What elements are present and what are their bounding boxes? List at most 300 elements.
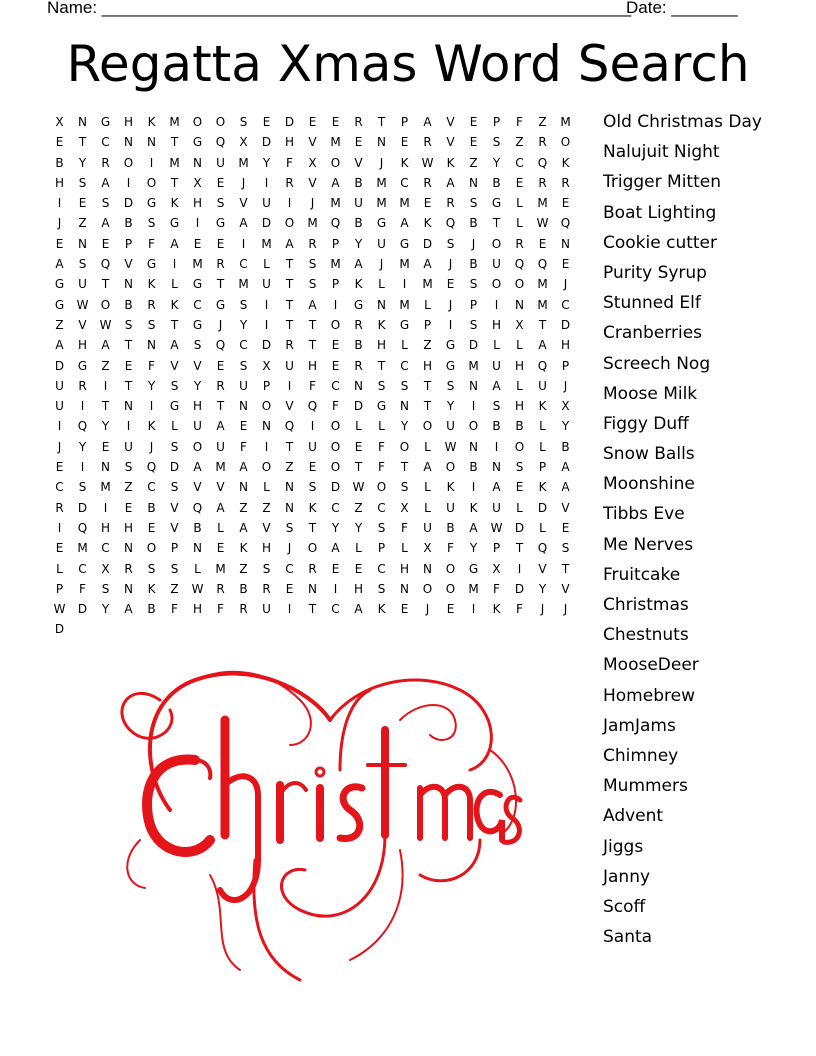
grid-letter: U	[492, 358, 501, 373]
grid-letter: E	[354, 439, 363, 454]
grid-letter: S	[377, 581, 386, 596]
grid-letter: K	[170, 196, 179, 211]
grid-letter: D	[514, 520, 525, 535]
grid-letter: E	[216, 236, 225, 251]
grid-letter: X	[308, 155, 317, 170]
grid-letter: P	[170, 541, 179, 556]
grid-letter: K	[147, 581, 156, 596]
grid-letter: L	[516, 216, 523, 231]
grid-letter: E	[331, 338, 340, 353]
grid-letter: T	[124, 338, 133, 353]
grid-letter: R	[216, 581, 225, 596]
grid-letter: B	[124, 216, 133, 231]
grid-letter: G	[215, 216, 226, 231]
grid-letter: Z	[239, 500, 248, 515]
grid-letter: T	[101, 399, 110, 414]
grid-letter: T	[216, 399, 225, 414]
grid-letter: Y	[101, 602, 110, 617]
grid-letter: M	[376, 175, 387, 190]
grid-letter: Z	[170, 581, 179, 596]
grid-letter: W	[536, 216, 549, 231]
grid-letter: D	[77, 602, 88, 617]
grid-letter: O	[330, 155, 341, 170]
grid-letter: G	[376, 399, 387, 414]
grid-letter: U	[308, 439, 317, 454]
grid-letter: O	[261, 460, 272, 475]
grid-letter: K	[538, 480, 547, 495]
grid-letter: E	[561, 520, 570, 535]
grid-letter: I	[57, 196, 62, 211]
name-field-label: Name: ________________________________________________________	[47, 0, 632, 17]
word-list-item: Advent	[603, 806, 664, 827]
grid-letter: J	[563, 277, 568, 292]
grid-letter: T	[538, 317, 547, 332]
grid-letter: N	[262, 419, 271, 434]
grid-letter: M	[399, 257, 410, 272]
grid-letter: A	[285, 236, 294, 251]
grid-letter: A	[492, 480, 501, 495]
grid-letter: E	[354, 561, 363, 576]
grid-letter: E	[400, 602, 409, 617]
grid-letter: I	[287, 378, 292, 393]
grid-letter: A	[446, 175, 455, 190]
grid-letter: U	[262, 602, 271, 617]
grid-letter: S	[308, 277, 317, 292]
grid-letter: K	[377, 317, 386, 332]
grid-letter: E	[308, 115, 317, 129]
word-list-item: Christmas	[603, 595, 689, 615]
grid-letter: E	[469, 115, 478, 129]
grid-letter: S	[101, 196, 110, 211]
grid-letter: C	[515, 155, 524, 170]
grid-letter: B	[515, 419, 524, 434]
grid-letter: R	[561, 175, 570, 190]
grid-letter: V	[285, 399, 294, 414]
grid-letter: O	[330, 439, 341, 454]
grid-letter: Y	[354, 520, 363, 535]
grid-letter: I	[402, 277, 407, 292]
grid-letter: O	[560, 135, 571, 150]
grid-letter: V	[170, 520, 179, 535]
grid-letter: S	[492, 135, 501, 150]
grid-letter: C	[377, 500, 386, 515]
grid-letter: J	[310, 196, 315, 211]
grid-letter: U	[492, 500, 501, 515]
grid-letter: N	[124, 277, 133, 292]
grid-letter: Q	[330, 216, 341, 231]
grid-letter: L	[263, 257, 270, 272]
grid-letter: H	[422, 358, 433, 373]
grid-letter: Z	[55, 317, 64, 332]
grid-letter: G	[192, 277, 203, 292]
grid-letter: P	[400, 115, 409, 129]
grid-letter: H	[284, 135, 295, 150]
grid-letter: R	[354, 317, 363, 332]
grid-letter: H	[77, 338, 88, 353]
grid-letter: U	[492, 257, 501, 272]
word-list-item: Figgy Duff	[603, 413, 689, 434]
word-list-item: Trigger Mitten	[603, 172, 721, 193]
grid-letter: D	[468, 338, 479, 353]
grid-letter: V	[193, 358, 202, 373]
grid-letter: T	[101, 277, 110, 292]
grid-letter: L	[355, 541, 362, 556]
grid-letter: Y	[147, 378, 156, 393]
grid-letter: Q	[560, 216, 571, 231]
grid-letter: R	[515, 236, 524, 251]
grid-letter: S	[124, 317, 133, 332]
grid-letter: D	[261, 135, 272, 150]
grid-letter: P	[55, 581, 64, 596]
grid-letter: K	[423, 216, 432, 231]
grid-letter: D	[261, 216, 272, 231]
grid-letter: A	[354, 602, 363, 617]
grid-letter: U	[262, 196, 271, 211]
grid-letter: R	[308, 561, 317, 576]
grid-letter: M	[330, 135, 341, 150]
grid-letter: I	[494, 297, 499, 312]
grid-letter: K	[492, 602, 501, 617]
grid-letter: A	[124, 602, 133, 617]
grid-letter: J	[563, 378, 568, 393]
grid-letter: L	[194, 561, 201, 576]
grid-letter: N	[423, 561, 432, 576]
grid-letter: J	[448, 297, 453, 312]
grid-letter: T	[285, 277, 294, 292]
christmas-lettering-illustration	[100, 660, 530, 990]
grid-letter: K	[147, 277, 156, 292]
grid-letter: N	[147, 338, 156, 353]
grid-letter: X	[55, 115, 64, 129]
grid-letter: O	[514, 277, 525, 292]
grid-letter: F	[148, 358, 155, 373]
grid-letter: Y	[561, 419, 570, 434]
grid-letter: X	[515, 317, 524, 332]
grid-letter: N	[492, 460, 501, 475]
grid-letter: L	[493, 338, 500, 353]
grid-letter: I	[333, 581, 338, 596]
grid-letter: I	[172, 257, 177, 272]
grid-letter: F	[447, 541, 454, 556]
grid-letter: Q	[537, 257, 548, 272]
grid-letter: Q	[100, 257, 111, 272]
grid-letter: C	[239, 338, 248, 353]
grid-letter: P	[331, 236, 340, 251]
grid-letter: Y	[538, 581, 547, 596]
grid-letter: A	[400, 216, 409, 231]
grid-letter: Q	[307, 399, 318, 414]
grid-letter: U	[216, 439, 225, 454]
grid-letter: R	[216, 257, 225, 272]
grid-letter: A	[55, 338, 64, 353]
grid-letter: A	[170, 236, 179, 251]
grid-letter: L	[516, 378, 523, 393]
grid-letter: T	[354, 460, 363, 475]
grid-letter: E	[55, 236, 64, 251]
grid-letter: V	[239, 196, 248, 211]
grid-letter: E	[216, 541, 225, 556]
word-list-item: JamJams	[603, 715, 676, 736]
grid-letter: A	[538, 338, 547, 353]
grid-letter: E	[331, 115, 340, 129]
grid-letter: O	[376, 480, 387, 495]
word-list-item: Me Nerves	[603, 534, 694, 555]
grid-letter: B	[469, 257, 478, 272]
grid-letter: H	[54, 175, 65, 190]
grid-letter: I	[80, 460, 85, 475]
grid-letter: S	[216, 196, 225, 211]
grid-letter: D	[560, 317, 571, 332]
grid-letter: I	[149, 155, 154, 170]
grid-letter: X	[492, 561, 501, 576]
grid-letter: D	[54, 622, 65, 637]
grid-letter: M	[468, 358, 479, 373]
grid-letter: J	[471, 236, 476, 251]
grid-letter: I	[471, 602, 476, 617]
grid-letter: M	[468, 581, 479, 596]
grid-letter: T	[308, 520, 317, 535]
grid-letter: J	[540, 602, 545, 617]
grid-letter: N	[193, 541, 202, 556]
grid-letter: R	[423, 175, 432, 190]
grid-letter: Q	[77, 520, 88, 535]
grid-letter: R	[285, 338, 294, 353]
grid-letter: N	[515, 297, 524, 312]
grid-letter: X	[423, 541, 432, 556]
grid-letter: S	[377, 378, 386, 393]
grid-letter: E	[515, 175, 524, 190]
grid-letter: A	[423, 460, 432, 475]
grid-letter: I	[264, 297, 269, 312]
grid-letter: P	[331, 277, 340, 292]
grid-letter: A	[101, 175, 110, 190]
grid-letter: K	[377, 602, 386, 617]
grid-letter: G	[491, 196, 502, 211]
grid-letter: I	[149, 399, 154, 414]
grid-letter: G	[399, 317, 410, 332]
word-list	[603, 110, 813, 955]
grid-letter: Z	[285, 460, 294, 475]
grid-letter: N	[561, 236, 570, 251]
grid-letter: Q	[146, 460, 157, 475]
grid-letter: O	[123, 155, 134, 170]
grid-letter: E	[400, 135, 409, 150]
grid-letter: G	[146, 257, 157, 272]
grid-letter: A	[239, 216, 248, 231]
grid-letter: H	[307, 358, 318, 373]
grid-letter: E	[354, 135, 363, 150]
grid-letter: S	[147, 317, 156, 332]
grid-letter: A	[561, 460, 570, 475]
grid-letter: O	[146, 541, 157, 556]
grid-letter: Q	[514, 257, 525, 272]
grid-letter: I	[448, 317, 453, 332]
word-list-item: Cranberries	[603, 323, 703, 344]
grid-letter: C	[239, 257, 248, 272]
grid-letter: Z	[538, 115, 547, 129]
grid-letter: B	[147, 500, 156, 515]
grid-letter: L	[424, 439, 431, 454]
grid-letter: N	[124, 399, 133, 414]
grid-letter: K	[170, 297, 179, 312]
grid-letter: S	[239, 297, 248, 312]
grid-letter: M	[169, 155, 180, 170]
grid-letter: S	[193, 338, 202, 353]
grid-letter: V	[170, 358, 179, 373]
grid-letter: E	[101, 439, 110, 454]
grid-letter: H	[514, 399, 525, 414]
grid-letter: K	[354, 277, 363, 292]
grid-letter: E	[55, 460, 64, 475]
grid-letter: Y	[492, 155, 501, 170]
grid-letter: Y	[354, 236, 363, 251]
grid-letter: N	[101, 460, 110, 475]
grid-letter: I	[241, 236, 246, 251]
grid-letter: I	[264, 175, 269, 190]
grid-letter: A	[216, 500, 225, 515]
grid-letter: D	[54, 358, 65, 373]
grid-letter: T	[423, 399, 432, 414]
grid-letter: V	[561, 581, 570, 596]
grid-letter: D	[284, 115, 295, 129]
grid-letter: J	[218, 317, 223, 332]
grid-letter: L	[516, 500, 523, 515]
grid-letter: Y	[78, 155, 87, 170]
grid-letter: P	[124, 236, 133, 251]
grid-letter: F	[378, 460, 385, 475]
grid-letter: I	[333, 297, 338, 312]
grid-letter: G	[146, 196, 157, 211]
grid-letter: J	[149, 439, 154, 454]
grid-letter: S	[170, 480, 179, 495]
grid-letter: O	[330, 317, 341, 332]
grid-letter: H	[192, 196, 203, 211]
grid-letter: T	[377, 358, 386, 373]
grid-letter: S	[400, 480, 409, 495]
grid-letter: O	[284, 216, 295, 231]
grid-letter: I	[471, 480, 476, 495]
grid-letter: K	[147, 115, 156, 129]
grid-letter: P	[423, 317, 432, 332]
grid-letter: I	[126, 175, 131, 190]
grid-letter: B	[469, 216, 478, 231]
grid-letter: O	[192, 115, 203, 129]
grid-letter: T	[515, 541, 524, 556]
grid-letter: T	[400, 460, 409, 475]
grid-letter: T	[285, 317, 294, 332]
grid-letter: G	[353, 297, 364, 312]
word-list-item: Homebrew	[603, 685, 695, 706]
grid-letter: S	[446, 236, 455, 251]
grid-letter: D	[123, 196, 134, 211]
grid-letter: P	[492, 115, 501, 129]
grid-letter: S	[239, 358, 248, 373]
word-list-item: Purity Syrup	[603, 262, 707, 283]
word-list-item: MooseDeer	[603, 655, 699, 676]
grid-letter: M	[238, 277, 249, 292]
grid-letter: O	[307, 541, 318, 556]
grid-letter: W	[191, 581, 204, 596]
grid-letter: F	[240, 439, 247, 454]
word-list-item: Cookie cutter	[603, 232, 718, 253]
grid-letter: C	[193, 297, 202, 312]
grid-letter: B	[469, 460, 478, 475]
grid-letter: G	[468, 561, 479, 576]
word-list-item: Scoff	[603, 896, 646, 917]
grid-letter: R	[538, 175, 547, 190]
grid-letter: T	[285, 297, 294, 312]
grid-letter: U	[78, 277, 87, 292]
grid-letter: U	[124, 439, 133, 454]
grid-letter: D	[77, 500, 88, 515]
grid-letter: N	[377, 297, 386, 312]
grid-letter: L	[539, 439, 546, 454]
grid-letter: F	[378, 439, 385, 454]
letter-grid	[48, 112, 577, 640]
grid-letter: O	[399, 439, 410, 454]
grid-letter: Z	[423, 338, 432, 353]
grid-letter: B	[124, 297, 133, 312]
grid-letter: T	[423, 378, 432, 393]
grid-letter: O	[491, 277, 502, 292]
grid-letter: P	[492, 541, 501, 556]
grid-letter: N	[469, 175, 478, 190]
grid-letter: E	[55, 541, 64, 556]
grid-letter: C	[331, 602, 340, 617]
grid-letter: T	[285, 439, 294, 454]
grid-letter: B	[561, 439, 570, 454]
word-list-item: Jiggs	[603, 836, 644, 857]
grid-letter: R	[538, 135, 547, 150]
grid-letter: X	[262, 358, 271, 373]
grid-letter: B	[354, 175, 363, 190]
grid-letter: S	[124, 460, 133, 475]
grid-letter: Z	[469, 155, 478, 170]
grid-letter: G	[169, 399, 180, 414]
grid-letter: C	[147, 480, 156, 495]
grid-letter: Q	[537, 155, 548, 170]
page-title: Regatta Xmas Word Search	[66, 35, 750, 93]
grid-letter: R	[354, 115, 363, 129]
grid-letter: C	[101, 541, 110, 556]
grid-letter: U	[239, 378, 248, 393]
grid-letter: U	[446, 419, 455, 434]
word-list-item: Old Christmas Day	[603, 112, 762, 132]
grid-letter: G	[192, 135, 203, 150]
grid-letter: E	[262, 115, 271, 129]
grid-letter: E	[331, 561, 340, 576]
grid-letter: T	[170, 317, 179, 332]
grid-letter: T	[561, 561, 570, 576]
grid-letter: M	[169, 115, 180, 129]
grid-letter: G	[100, 115, 111, 129]
grid-letter: Q	[445, 216, 456, 231]
word-list-item: Santa	[603, 927, 653, 948]
grid-letter: K	[400, 155, 409, 170]
grid-letter: K	[239, 541, 248, 556]
grid-letter: A	[423, 257, 432, 272]
grid-letter: Y	[331, 520, 340, 535]
grid-letter: I	[264, 317, 269, 332]
grid-letter: L	[171, 277, 178, 292]
grid-letter: L	[378, 419, 385, 434]
grid-letter: V	[308, 135, 317, 150]
grid-letter: S	[285, 520, 294, 535]
grid-letter: U	[538, 378, 547, 393]
grid-letter: U	[262, 277, 271, 292]
grid-letter: N	[377, 135, 386, 150]
grid-letter: K	[147, 419, 156, 434]
